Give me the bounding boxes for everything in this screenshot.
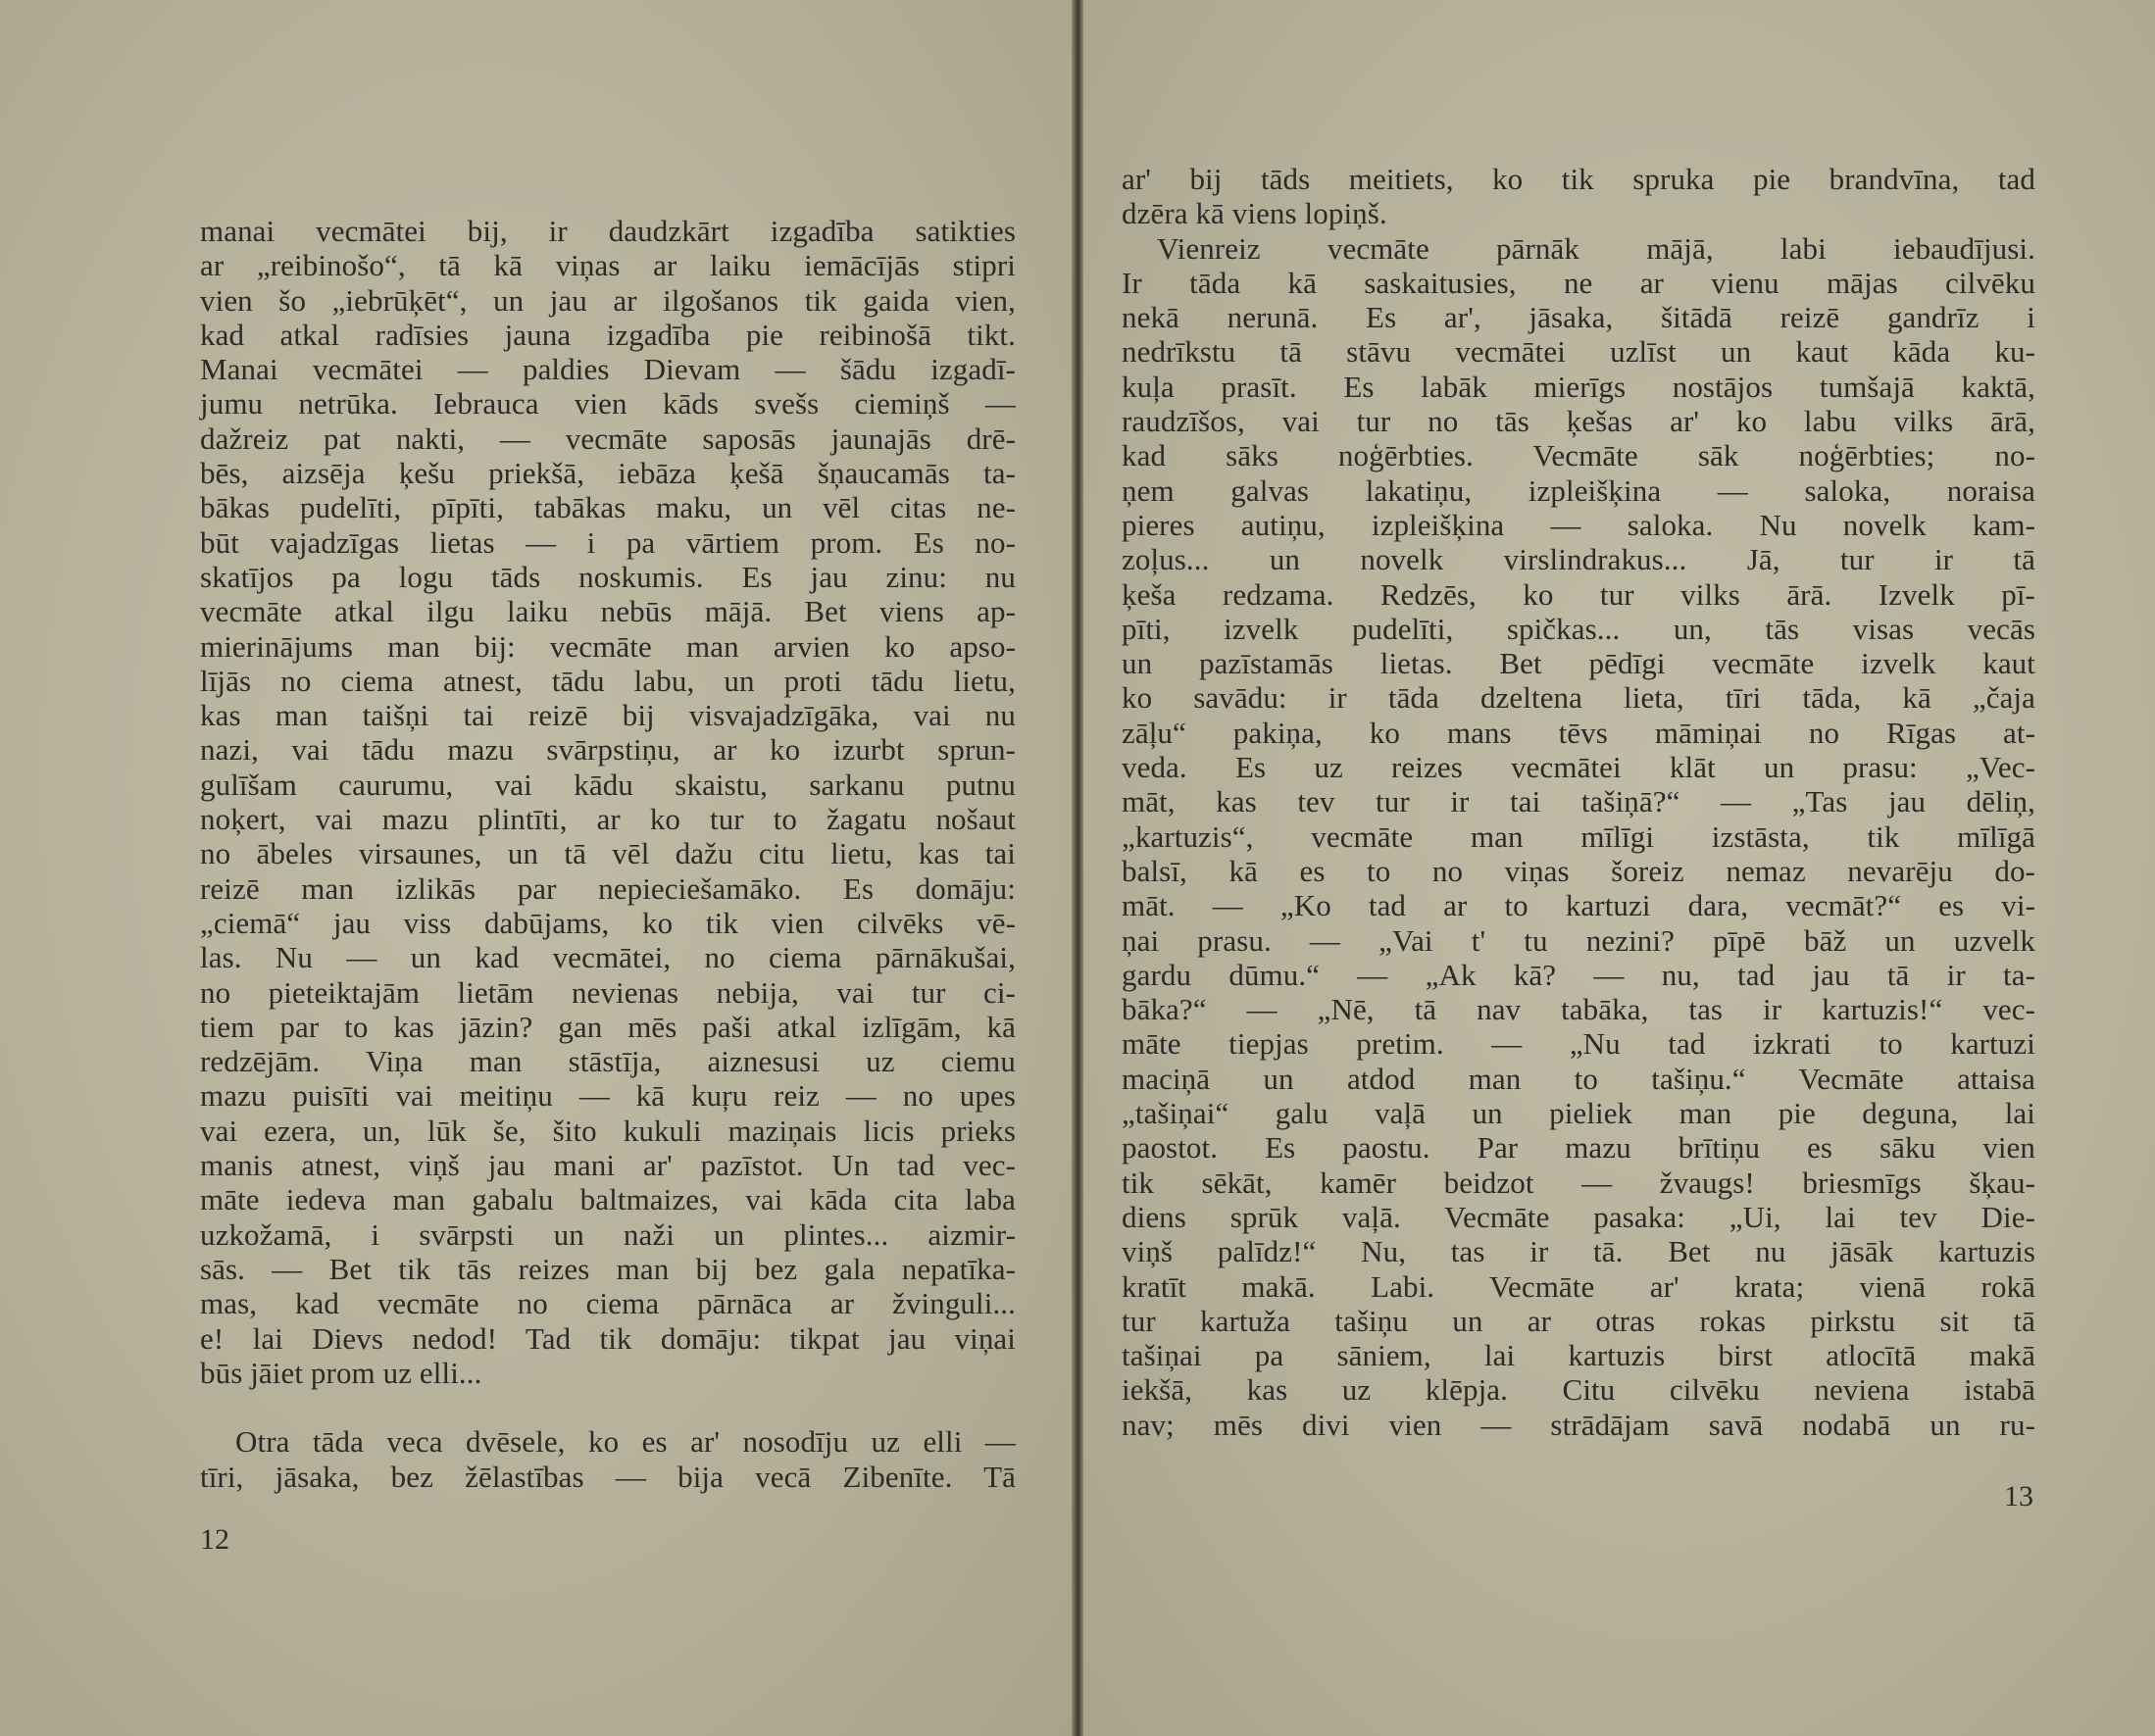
book-gutter [1072, 0, 1083, 1736]
text-line: diens sprūk vaļā. Vecmāte pasaka: „Ui, lai tev Die- [1122, 1199, 2035, 1234]
text-line: „ciemā“ jau viss dabūjams, ko tik vien cilvēks vē- [200, 905, 1016, 940]
text-line: būt vajadzīgas lietas — i pa vārtiem prom. Es no- [200, 524, 1016, 560]
text-line: „kartuzis“, vecmāte man mīlīgi izstāsta, tik mīlīgā [1122, 818, 2035, 854]
text-line: „tašiņai“ galu vaļā un pieliek man pie deguna, lai [1122, 1096, 2035, 1131]
text-line: būs jāiet prom uz elli... [200, 1355, 482, 1390]
text-line: māte iedeva man gabalu baltmaizes, vai kāda cita laba [200, 1182, 1016, 1217]
text-line: las. Nu — un kad vecmātei, no ciema pārnākušai, [200, 940, 1016, 975]
text-line: ko savādu: ir tāda dzeltena lieta, tīri tāda, kā „čaja [1122, 680, 2035, 716]
text-line: redzējām. Viņa man stāstīja, aiznesusi uz ciemu [200, 1044, 1016, 1079]
text-line: ar „reibinošo“, tā kā viņas ar laiku iemācījās stipri [200, 248, 1016, 283]
text-line: gardu dūmu.“ — „Ak kā? — nu, tad jau tā ir ta- [1122, 957, 2035, 992]
text-line: bāka?“ — „Nē, tā nav tabāka, tas ir kartuzis!“ vec- [1122, 992, 2035, 1027]
text-line: iekšā, kas uz klēpja. Citu cilvēku neviena istabā [1122, 1372, 2035, 1408]
text-line: mierinājums man bij: vecmāte man arvien ko apso- [200, 628, 1016, 664]
text-line: manis atnest, viņš jau mani ar' pazīstot. Un tad vec- [200, 1148, 1016, 1183]
text-line: mazu puisīti vai meitiņu — kā kuŗu reiz — no upes [200, 1078, 1016, 1114]
text-line: no ābeles virsaunes, un tā vēl dažu citu lietu, kas tai [200, 836, 1016, 871]
text-line: māte tiepjas pretim. — „Nu tad izkrati to kartuzi [1122, 1026, 2035, 1062]
text-line: kuļa prasīt. Es labāk mierīgs nostājos tumšajā kaktā, [1122, 369, 2035, 404]
text-line: raudzīšos, vai tur no tās ķešas ar' ko labu vilks ārā, [1122, 404, 2035, 439]
text-line: noķert, vai mazu plintīti, ar ko tur to žagatu nošaut [200, 802, 1016, 837]
text-line: nav; mēs divi vien — strādājam savā nodabā un ru- [1122, 1407, 2035, 1442]
text-line: Vienreiz vecmāte pārnāk mājā, labi iebaudījusi. [1157, 230, 2035, 266]
text-line: gulīšam caurumu, vai kādu skaistu, sarkanu putnu [200, 767, 1016, 802]
text-line: kratīt makā. Labi. Vecmāte ar' krata; vienā rokā [1122, 1268, 2035, 1304]
text-line: dažreiz pat nakti, — vecmāte saposās jaunajās drē- [200, 421, 1016, 456]
text-line: pieres autiņu, izpleišķina — saloka. Nu novelk kam- [1122, 507, 2035, 542]
text-line: e! lai Dievs nedod! Tad tik domāju: tikpat jau viņai [200, 1320, 1016, 1356]
page-number-right: 13 [2004, 1480, 2033, 1513]
text-line: vien šo „iebrūķēt“, un jau ar ilgošanos tik gaida vien, [200, 282, 1016, 318]
text-line: un pazīstamās lietas. Bet pēdīgi vecmāte izvelk kaut [1122, 646, 2035, 681]
text-line: balsī, kā es to no viņas šoreiz nemaz nevarēju do- [1122, 853, 2035, 888]
text-line: tik sēkāt, kamēr beidzot — žvaugs! briesmīgs šķau- [1122, 1165, 2035, 1200]
text-line: mas, kad vecmāte no ciema pārnāca ar žvinguli... [200, 1286, 1016, 1321]
text-line: māt, kas tev tur ir tai tašiņā?“ — „Tas jau dēliņ, [1122, 784, 2035, 819]
text-line: veda. Es uz reizes vecmātei klāt un prasu: „Vec- [1122, 750, 2035, 785]
text-line: manai vecmātei bij, ir daudzkārt izgadība satikties [200, 214, 1016, 248]
text-line: tur kartuža tašiņu un ar otras rokas pirkstu sit tā [1122, 1303, 2035, 1338]
text-line: māt. — „Ko tad ar to kartuzi dara, vecmāt?“ es vi- [1122, 888, 2035, 923]
text-line: zoļus... un novelk virslindrakus... Jā, tur ir tā [1122, 542, 2035, 577]
text-line: pīti, izvelk pudelīti, spičkas... un, tās visas vecās [1122, 611, 2035, 646]
page-number-left: 12 [200, 1523, 229, 1556]
text-line: dzēra kā viens lopiņš. [1122, 196, 1387, 231]
text-line: uzkožamā, i svārpsti un naži un plintes... aizmir- [200, 1216, 1016, 1252]
text-line: kas man taišņi tai reizē bij visvajadzīgāka, vai nu [200, 698, 1016, 733]
text-line: vecmāte atkal ilgu laiku nebūs mājā. Bet viens ap- [200, 594, 1016, 629]
text-line: kad sāks noģērbties. Vecmāte sāk noģērbties; no- [1122, 438, 2035, 473]
paragraph-gap [200, 1390, 1016, 1424]
text-line: tašiņai pa sāniem, lai kartuzis birst atlocītā makā [1122, 1338, 2035, 1373]
text-line: lījās no ciema atnest, tādu labu, un proti tādu lietu, [200, 663, 1016, 698]
text-line: paostot. Es paostu. Par mazu brītiņu es sāku vien [1122, 1130, 2035, 1166]
text-line: kad atkal radīsies jauna izgadība pie reibinošā tikt. [200, 317, 1016, 352]
text-line: ar' bij tāds meitiets, ko tik spruka pie brandvīna, tad [1122, 162, 2035, 196]
text-line: tiem par to kas jāzin? gan mēs paši atkal izlīgām, kā [200, 1009, 1016, 1044]
text-line: zāļu“ pakiņa, ko mans tēvs māmiņai no Rīgas at- [1122, 715, 2035, 750]
text-line: vai ezera, un, lūk še, šito kukuli maziņais licis prieks [200, 1113, 1016, 1148]
text-line: Otra tāda veca dvēsele, ko es ar' nosodīju uz elli — [235, 1424, 1016, 1460]
left-page-text [200, 214, 1016, 1494]
text-line: bēs, aizsēja ķešu priekšā, iebāza ķešā šņaucamās ta- [200, 456, 1016, 491]
text-line: nazi, vai tādu mazu svārpstiņu, ar ko izurbt sprun- [200, 732, 1016, 768]
text-line: ķeša redzama. Redzēs, ko tur vilks ārā. Izvelk pī- [1122, 576, 2035, 612]
text-line: tīri, jāsaka, bez žēlastības — bija vecā Zibenīte. Tā [200, 1459, 1016, 1494]
text-line: ņai prasu. — „Vai t' tu nezini? pīpē bāž un uzvelk [1122, 922, 2035, 958]
text-line: nedrīkstu tā stāvu vecmātei uzlīst un kaut kāda ku- [1122, 334, 2035, 370]
text-line: no pieteiktajām lietām nevienas nebija, vai tur ci- [200, 974, 1016, 1010]
text-line: bākas pudelīti, pīpīti, tabākas maku, un vēl citas ne- [200, 490, 1016, 525]
text-line: skatījos pa logu tāds noskumis. Es jau zinu: nu [200, 559, 1016, 594]
text-line: sās. — Bet tik tās reizes man bij bez gala nepatīka- [200, 1251, 1016, 1286]
text-line: ņem galvas lakatiņu, izpleišķina — saloka, noraisa [1122, 472, 2035, 508]
text-line: viņš palīdz!“ Nu, tas ir tā. Bet nu jāsāk kartuzis [1122, 1234, 2035, 1269]
text-line: reizē man izlikās par nepieciešamāko. Es domāju: [200, 870, 1016, 906]
text-line: Ir tāda kā saskaitusies, ne ar vienu mājas cilvēku [1122, 265, 2035, 300]
right-page-text [1122, 162, 2035, 1442]
left-page [0, 0, 1077, 1736]
text-line: jumu netrūka. Iebrauca vien kāds svešs ciemiņš — [200, 386, 1016, 422]
right-page [1077, 0, 2155, 1736]
text-line: nekā nerunā. Es ar', jāsaka, šitādā reizē gandrīz i [1122, 300, 2035, 335]
text-line: maciņā un atdod man to tašiņu.“ Vecmāte attaisa [1122, 1061, 2035, 1096]
text-line: Manai vecmātei — paldies Dievam — šādu izgadī- [200, 352, 1016, 387]
